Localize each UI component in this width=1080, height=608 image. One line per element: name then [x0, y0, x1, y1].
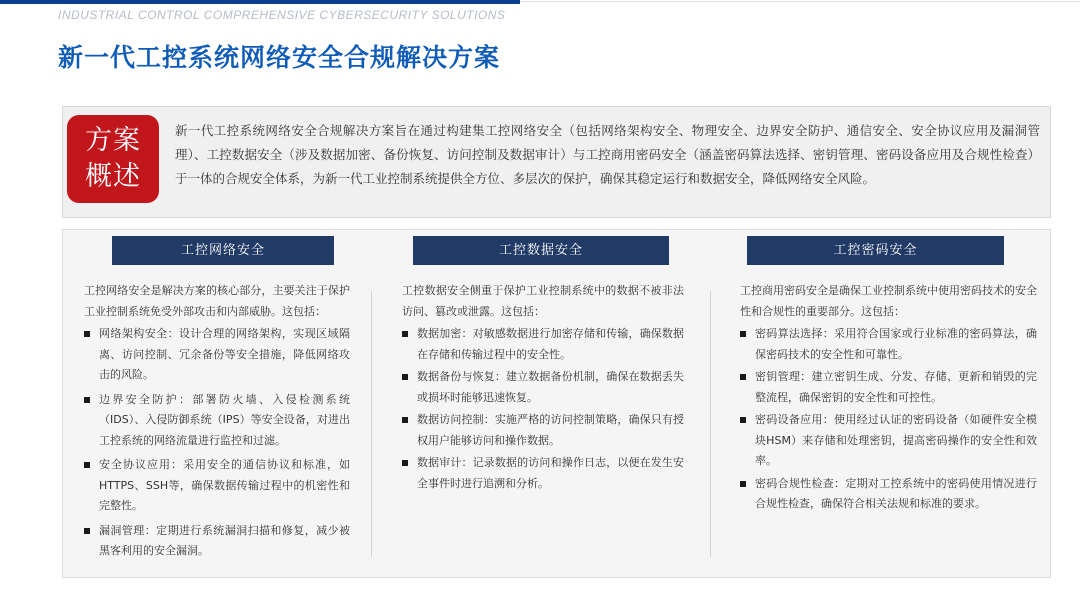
column-heading: 工控网络安全 — [112, 236, 334, 265]
list-item-text: 密码算法选择：采用符合国家或行业标准的密码算法，确保密码技术的安全性和可靠性。 — [755, 327, 1037, 361]
list-item — [402, 367, 684, 408]
overview-box — [62, 106, 1051, 218]
column-heading: 工控密码安全 — [747, 236, 1004, 265]
list-item-text: 密码合规性检查：定期对工控系统中的密码使用情况进行合规性检查，确保符合相关法规和标准的要求。 — [755, 476, 1037, 510]
square-bullet-icon — [402, 374, 408, 380]
list-item-text: 数据加密：对敏感数据进行加密存储和传输，确保数据在存储和传输过程中的安全性。 — [417, 327, 684, 361]
list-item — [84, 390, 350, 452]
square-bullet-icon — [84, 462, 90, 468]
column-crypto-security — [740, 236, 1037, 510]
list-item — [402, 410, 684, 451]
column-body — [402, 281, 684, 494]
column-body — [740, 281, 1037, 515]
list-item-text: 数据访问控制：实施严格的访问控制策略，确保只有授权用户能够访问和操作数据。 — [417, 413, 684, 447]
overview-badge-line1: 方案 — [85, 125, 141, 156]
list-item — [740, 474, 1037, 515]
overview-badge — [67, 115, 159, 203]
list-item — [740, 367, 1037, 408]
list-item-text: 漏洞管理：定期进行系统漏洞扫描和修复，减少被黑客利用的安全漏洞。 — [99, 523, 350, 557]
column-data-security — [402, 236, 684, 490]
square-bullet-icon — [740, 331, 746, 337]
square-bullet-icon — [740, 481, 746, 487]
square-bullet-icon — [740, 374, 746, 380]
list-item — [402, 453, 684, 494]
square-bullet-icon — [402, 417, 408, 423]
list-item — [402, 324, 684, 365]
column-heading: 工控数据安全 — [413, 236, 669, 265]
list-item — [740, 410, 1037, 472]
page-title: 新一代工控系统网络安全合规解决方案 — [58, 43, 501, 72]
square-bullet-icon — [84, 331, 90, 337]
list-item-text: 边界安全防护：部署防火墙、入侵检测系统（IDS）、入侵防御系统（IPS）等安全设备，对进出工控系统的网络流量进行监控和过滤。 — [99, 392, 350, 447]
top-accent-bar — [0, 0, 520, 4]
list-item-text: 网络架构安全：设计合理的网络架构，实现区域隔离、访问控制、冗余备份等安全措施，降低网络攻击的风险。 — [99, 327, 350, 381]
column-network-security — [84, 236, 350, 557]
list-item-text: 数据备份与恢复：建立数据备份机制，确保在数据丢失或损坏时能够迅速恢复。 — [417, 370, 684, 404]
column-intro: 工控数据安全侧重于保护工业控制系统中的数据不被非法访问、篡改或泄露。这包括： — [402, 284, 684, 318]
column-intro: 工控网络安全是解决方案的核心部分，主要关注于保护工业控制系统免受外部攻击和内部威胁。这包括： — [84, 284, 350, 318]
list-item-text: 数据审计：记录数据的访问和操作日志，以便在发生安全事件时进行追溯和分析。 — [417, 456, 684, 490]
overview-badge-line2: 概述 — [85, 161, 141, 192]
column-intro: 工控商用密码安全是确保工业控制系统中使用密码技术的安全性和合规性的重要部分。这包括： — [740, 284, 1037, 318]
column-body — [84, 281, 350, 562]
top-divider-line — [520, 1, 1080, 2]
list-item — [84, 455, 350, 517]
column-divider — [371, 291, 372, 557]
square-bullet-icon — [84, 397, 90, 403]
square-bullet-icon — [402, 331, 408, 337]
list-item — [84, 324, 350, 386]
list-item-text: 密钥管理：建立密钥生成、分发、存储、更新和销毁的完整流程，确保密钥的安全性和可控性。 — [755, 370, 1037, 404]
square-bullet-icon — [84, 528, 90, 534]
square-bullet-icon — [740, 417, 746, 423]
square-bullet-icon — [402, 460, 408, 466]
list-item-text: 密码设备应用：使用经过认证的密码设备（如硬件安全模块HSM）来存储和处理密钥，提高密码操作的安全性和效率。 — [755, 413, 1037, 467]
column-divider — [710, 291, 711, 557]
overview-text: 新一代工控系统网络安全合规解决方案旨在通过构建集工控网络安全（包括网络架构安全、物理安全、边界安全防护、通信安全、安全协议应用及漏洞管理）、工控数据安全（涉及数据加密、备份恢复、访问控制及数据审计）与工控商用密码安全（涵盖密码算法选择、密钥管理、密码设备应用及合规性检查）于一体的合规安全体系，为新一代工业控制系统提供全方位、多层次的保护，确保其稳定运行和数据安全，降低网络安全风险。 — [175, 123, 1040, 186]
list-item — [84, 521, 350, 562]
list-item — [740, 324, 1037, 365]
list-item-text: 安全协议应用：采用安全的通信协议和标准，如HTTPS、SSH等，确保数据传输过程中的机密性和完整性。 — [99, 458, 350, 512]
page-subtitle: INDUSTRIAL CONTROL COMPREHENSIVE CYBERSECURITY SOLUTIONS — [58, 8, 506, 22]
